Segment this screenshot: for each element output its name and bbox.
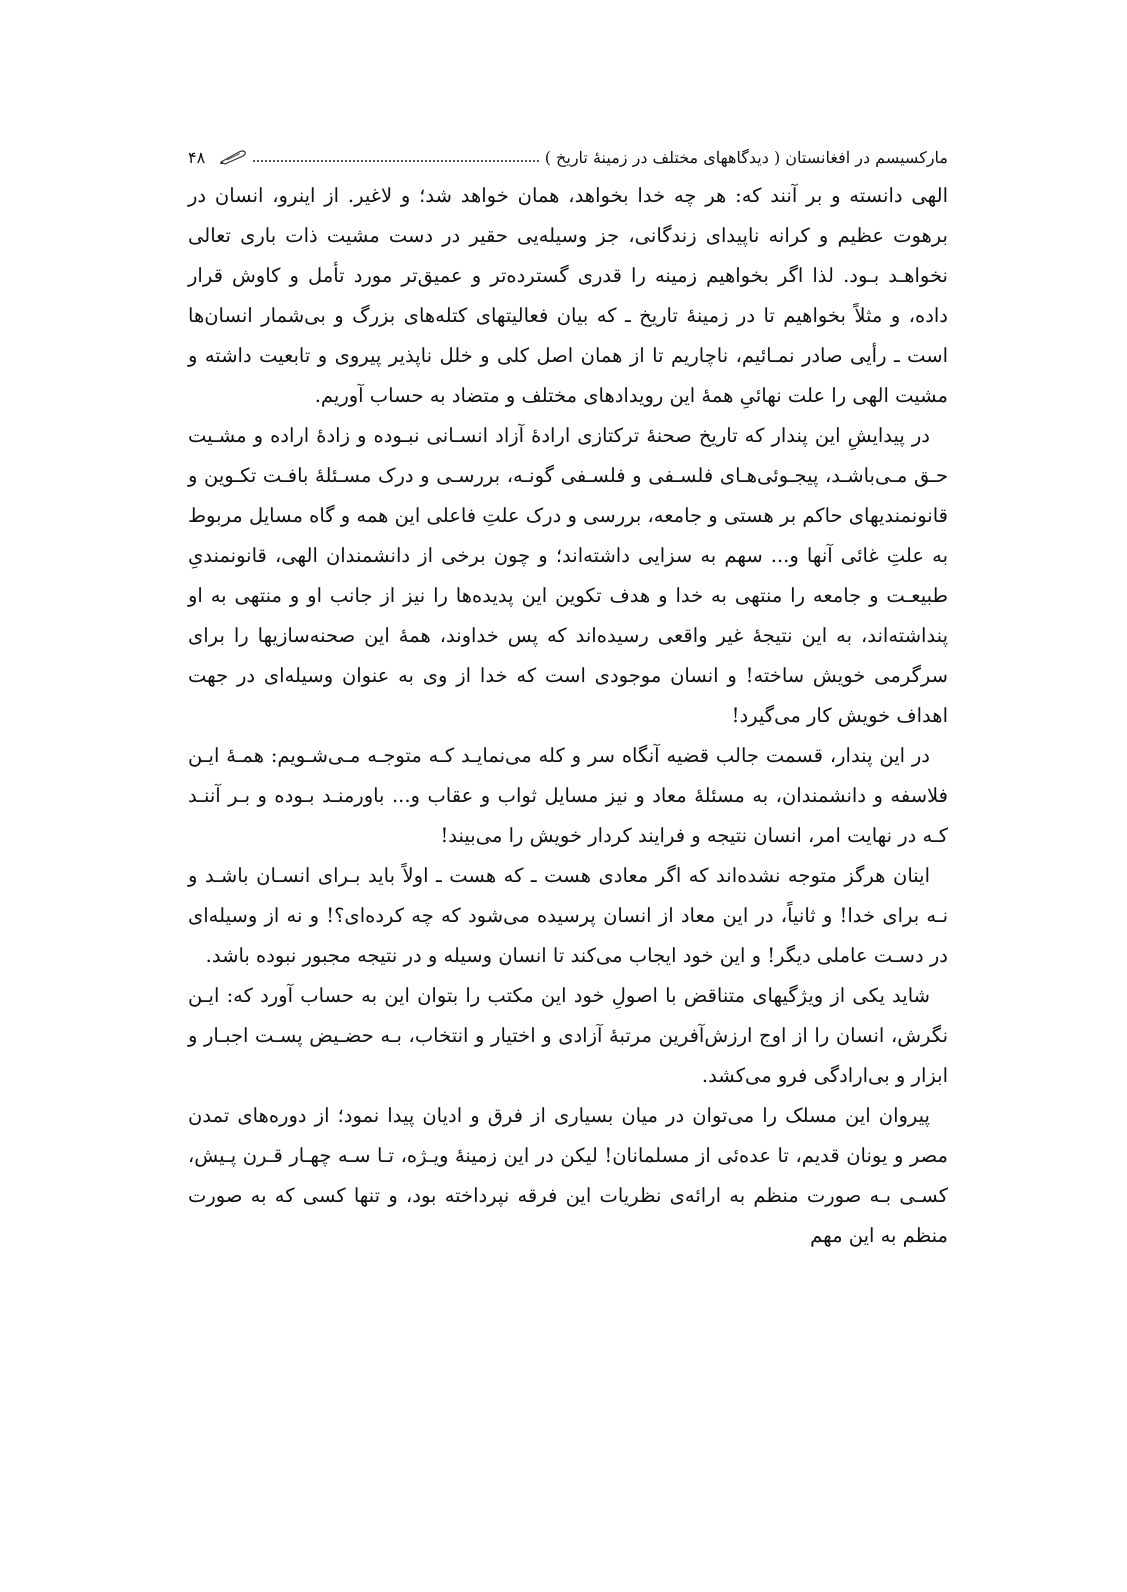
body-text xyxy=(188,176,948,1256)
paragraph-4: اینان هرگز متوجه نشده‌اند که اگر معادی هست ـ که هست ـ اولاً باید بـرای انسـان باشـد و نـه برای خدا! و ثانیاً، در این معاد از انسان پرسیده می‌شود که چه کرده‌ای؟! و نه از وسیله‌ای در دسـت عاملی دیگر! و این خود ایجاب می‌کند تا انسان وسیله و در نتیجه مجبور نبوده باشد. xyxy=(188,864,948,967)
running-header xyxy=(188,142,948,172)
pen-icon xyxy=(219,149,247,165)
running-header-title: مارکسیسم در افغانستان ( دیدگاههای مختلف در زمینهٔ تاریخ ) xyxy=(544,147,948,167)
paragraph-2: در پیدایشِ این پندار که تاریخ صحنهٔ ترکتازی ارادهٔ آزاد انسـانی نبـوده و زادهٔ اراده و مشـیت حـق مـی‌باشـد، پیجـوئی‌هـای فلسـفی و فلسـفی گونـه، بررسـی و درک مسـئلهٔ بافـت تکـوین و قانونمندیهای حاکم بر هستی و جامعه، بررسی و درک علتِ فاعلی این همه و گاه مسایل مربوط به علتِ غائی آنها و... سهم به سزایی داشته‌اند؛ و چون برخی از دانشمندان الهی، قانونمندیِ طبیعـت و جامعه را منتهی به خدا و هدف تکوین این پدیده‌ها را نیز از جانب او و منتهی به او پنداشته‌اند، به این نتیجهٔ غیر واقعی رسیده‌اند که پس خداوند، همهٔ این صحنه‌سازیها را برای سرگرمی خویش ساخته! و انسان موجودی است که خدا از وی به عنوان وسیله‌ای در جهت اهداف خویش کار می‌گیرد! xyxy=(188,424,948,727)
dotted-leader xyxy=(253,160,539,162)
paragraph-6: پیروان این مسلک را می‌توان در میان بسیاری از فرق و ادیان پیدا نمود؛ از دوره‌های تمدن مصر و یونان قدیم، تا عده‌ئی از مسلمانان! لیکن در این زمینهٔ ویـژه، تـا سـه چهـار قـرن پـیش، کسـی بـه صورت منظم به ارائه‌ی نظریات این فرقه نپرداخته بود، و تنها کسی که به صورت منظم به این مهم xyxy=(188,1104,948,1247)
paragraph-5: شاید یکی از ویژگیهای متناقض با اصولِ خود این مکتب را بتوان این به حساب آورد که: ایـن نگرش، انسان را از اوج ارزش‌آفرین مرتبهٔ آزادی و اختیار و انتخاب، بـه حضـیض پسـت اجبـار و ابزار و بی‌ارادگی فرو می‌کشد. xyxy=(188,984,948,1087)
page-number: ۴۸ xyxy=(188,147,206,167)
paragraph-1: الهی دانسته و بر آنند که: هر چه خدا بخواهد، همان خواهد شد؛ و لاغیر. از اینرو، انسان در برهوت عظیم و کرانه ناپیدای زندگانی، جز وسیله‌یی حقیر در دست مشیت ذات باری تعالی نخواهـد بـود. لذا اگر بخواهیم زمینه را قدری گسترده‌تر و عمیق‌تر مورد تأمل و کاوش قرار داده، و مثلاً بخواهیم تا در زمینهٔ تاریخ ـ که بیان فعالیتهای کتله‌های بزرگ و بی‌شمار انسان‌ها است ـ رأیی صادر نمـائیم، ناچاریم تا از همان اصل کلی و خلل ناپذیر پیروی و تابعیت داشته و مشیت الهی را علت نهائیِ همهٔ این رویدادهای مختلف و متضاد به حساب آوریم. xyxy=(188,184,948,407)
paragraph-3: در این پندار، قسمت جالب قضیه آنگاه سر و کله می‌نمایـد کـه متوجـه مـی‌شـویم: همـهٔ ایـن فلاسفه و دانشمندان، به مسئلهٔ معاد و نیز مسایل ثواب و عقاب و... باورمنـد بـوده و بـر آننـد کـه در نهایت امر، انسان نتیجه و فرایند کردار خویش را می‌بیند! xyxy=(188,744,948,847)
